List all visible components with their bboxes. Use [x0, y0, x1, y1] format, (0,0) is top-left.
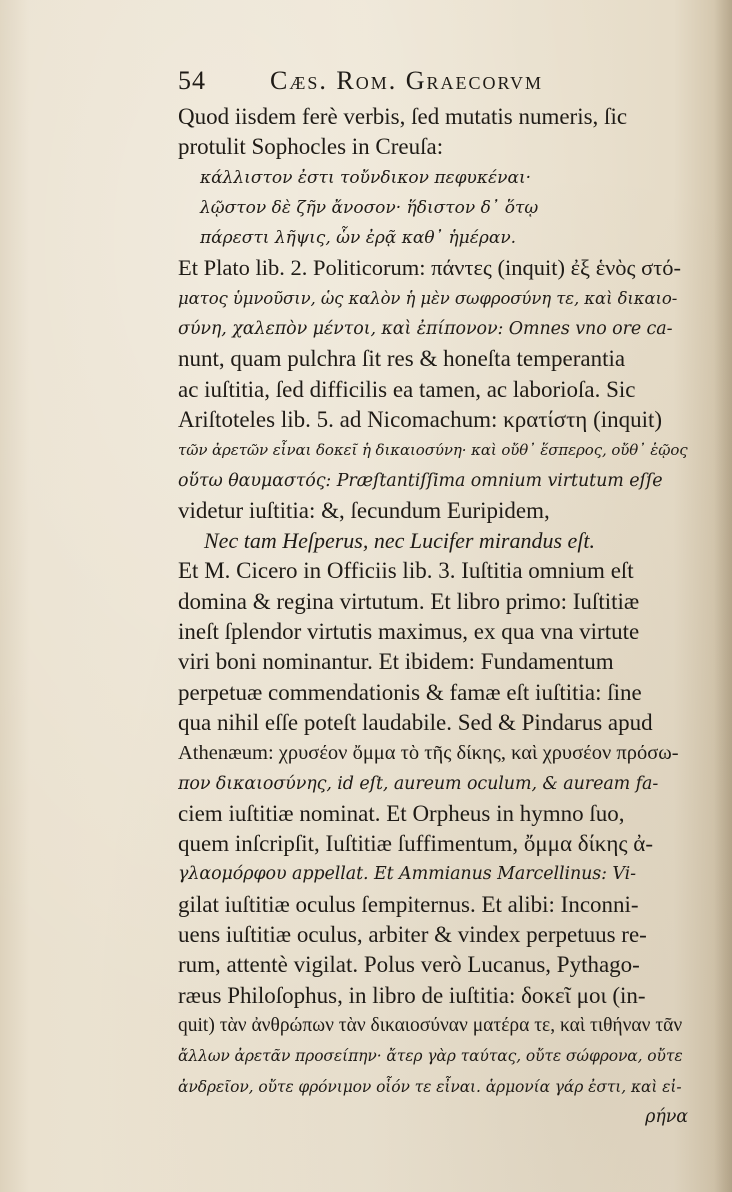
- text-line: quem inſcripſit, Iuſtitiæ ſuffimentum, ὄμμα δίκης ἀ-: [178, 831, 653, 857]
- text-line: Quod iisdem ferè verbis, ſed mutatis numeris, ſic: [178, 104, 628, 129]
- text-line: πον δικαιοσύνης, id eſt, aureum oculum, & auream fa-: [178, 773, 659, 794]
- text-line: κάλλιστον ἐστι τοὔνδικον πεφυκέναι·: [200, 167, 532, 188]
- text-line: Ariſtoteles lib. 5. ad Nicomachum: κρατίστη (inquit): [178, 406, 663, 432]
- text-line: nunt, quam pulchra ſit res & honeſta temperantia: [178, 346, 626, 372]
- text-line: οὕτω θαυμαστός: Præſtantiſſima omnium virtutum eſſe: [178, 470, 663, 491]
- text-line: σύνη, χαλεπὸν μέντοι, καὶ ἐπίπονον: Omnes vno ore ca-: [178, 319, 673, 340]
- page-number: 54: [178, 66, 206, 95]
- text-line: perpetuæ commendationis & famæ eſt iuſtitia: ſine: [178, 679, 642, 705]
- text-line: τῶν ἀρετῶν εἶναι δοκεῖ ἡ δικαιοσύνη· καὶ οὔθ᾽ ἕσπερος, οὔθ᾽ ἑῷος: [178, 441, 688, 460]
- text-line: ac iuſtitia, ſed difficilis ea tamen, ac laborioſa. Sic: [178, 376, 636, 402]
- text-line: uens iuſtitiæ oculus, arbiter & vindex perpetuus re-: [178, 922, 647, 948]
- text-line: ἄλλων ἀρετᾶν προσείπην· ἄτερ γὰρ ταύτας, οὔτε σώφρονα, οὔτε: [178, 1047, 683, 1066]
- catchword: ρήνα: [645, 1106, 688, 1127]
- text-line: γλαομόρφου appellat. Et Ammianus Marcellinus: Vi-: [178, 864, 636, 885]
- page-header: [178, 66, 598, 100]
- text-line: ciem iuſtitiæ nominat. Et Orpheus in hymno ſuo,: [178, 800, 625, 826]
- text-line: videtur iuſtitia: &, ſecundum Euripidem,: [178, 497, 550, 523]
- text-line: domina & regina virtutum. Et libro primo: Iuſtitiæ: [178, 588, 640, 614]
- text-line: viri boni nominantur. Et ibidem: Fundamentum: [178, 649, 614, 675]
- text-line: ἀνδρεῖον, οὔτε φρόνιμον οἷόν τε εἶναι. ἁρμονία γάρ ἐστι, καὶ εἰ-: [178, 1077, 682, 1096]
- body-text: [178, 102, 688, 1132]
- running-head: Cæs. Rom. Graecorvm: [270, 66, 544, 95]
- text-line: gilat iuſtitiæ oculus ſempiternus. Et alibi: Inconni-: [178, 891, 639, 917]
- page-edge-shadow: [714, 0, 732, 1192]
- text-line: quit) τὰν ἀνθρώπων τὰν δικαιοσύναν ματέρα τε, καὶ τιθήναν τᾶν: [178, 1014, 683, 1036]
- text-line: protulit Sophocles in Creuſa:: [178, 134, 444, 160]
- text-line: πάρεστι λῆψις, ὧν ἐρᾷ καθ᾽ ἡμέραν.: [200, 228, 517, 249]
- text-line: ineſt ſplendor virtutis maximus, ex qua vna virtute: [178, 619, 640, 645]
- text-line: Et Plato lib. 2. Politicorum: πάντες (inquit) ἐξ ἑνὸς στό-: [178, 255, 682, 281]
- text-line: rum, attentè vigilat. Polus verò Lucanus, Pythago-: [178, 952, 640, 978]
- text-line: ræus Philoſophus, in libro de iuſtitia: δοκεῖ μοι (in-: [178, 982, 646, 1008]
- text-line: λῷστον δὲ ζῆν ἄνοσον· ἥδιστον δ᾽ ὅτῳ: [200, 197, 539, 218]
- text-line: Nec tam Heſperus, nec Lucifer mirandus eſt.: [204, 528, 596, 554]
- text-line: Athenæum: χρυσέον ὄμμα τὸ τῆς δίκης, καὶ χρυσέον πρόσω-: [178, 742, 679, 765]
- text-line: qua nihil eſſe poteſt laudabile. Sed & Pindarus apud: [178, 709, 653, 735]
- text-line: Et M. Cicero in Officiis lib. 3. Iuſtitia omnium eſt: [178, 558, 634, 584]
- text-line: ματος ὑμνοῦσιν, ὡς καλὸν ἡ μὲν σωφροσύνη τε, καὶ δικαιο-: [178, 288, 678, 308]
